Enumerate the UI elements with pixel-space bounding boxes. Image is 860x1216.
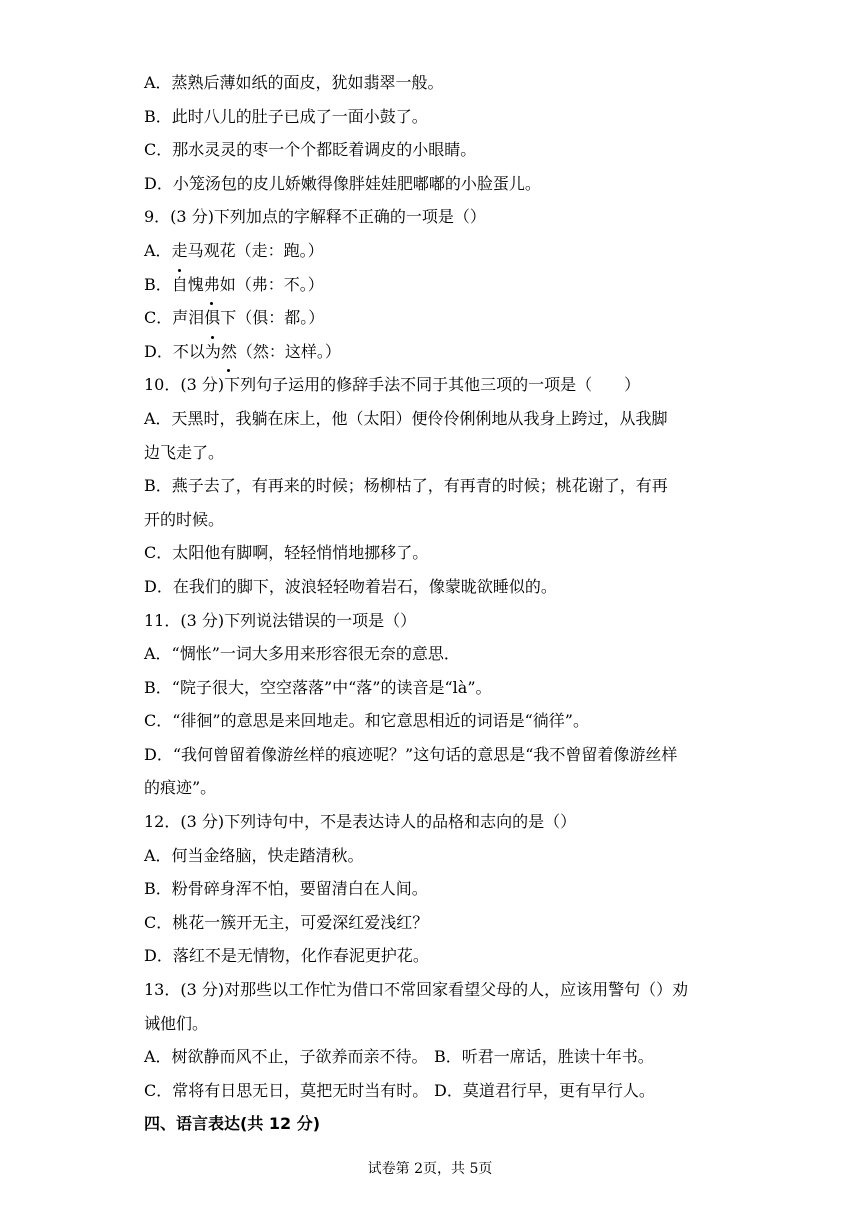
q9-option-a [144, 234, 724, 268]
q12-option-a: A．何当金络脑，快走踏清秋。 [144, 845, 364, 865]
q9-option-d [144, 335, 724, 369]
emphasized-char: 弗 [204, 268, 220, 302]
option-prefix: C．声泪 [144, 308, 205, 328]
q11-option-b: B．“院子很大，空空落落”中“落”的读音是“là”。 [144, 677, 492, 697]
q11-option-c: C．“徘徊”的意思是来回地走。和它意思相近的词语是“徜徉”。 [144, 711, 589, 731]
q10-option-a-line2: 边飞走了。 [144, 442, 225, 462]
option-suffix: 马观花（走：跑。） [187, 240, 324, 260]
emphasized-char: 然 [221, 335, 237, 369]
q13-option-c: C．常将有日思无日，莫把无时当有时。 [144, 1080, 429, 1100]
page-footer: 试卷第 2页，共 5页 [367, 1161, 493, 1177]
q12-option-d: D．落红不是无情物，化作春泥更护花。 [144, 946, 429, 966]
q8-option-d: D．小笼汤包的皮儿娇嫩得像胖娃娃肥嘟嘟的小脸蛋儿。 [144, 173, 541, 193]
q10-stem: 10．(3 分)下列句子运用的修辞手法不同于其他三项的一项是（ ） [144, 375, 641, 395]
q13-options-row-2 [144, 1074, 724, 1108]
q13-stem-line1: 13．(3 分)对那些以工作忙为借口不常回家看望父母的人，应该用警句（）劝 [144, 980, 689, 1000]
q9-option-b [144, 268, 724, 302]
q13-option-a: A．树欲静而风不止，子欲养而亲不待。 [144, 1047, 428, 1067]
q13-options-row-1 [144, 1040, 724, 1074]
q8-option-b: B．此时八儿的肚子已成了一面小鼓了。 [144, 106, 428, 126]
page-content [144, 66, 724, 1141]
q11-option-d-line1: D．“我何曾留着像游丝样的痕迹呢？”这句话的意思是“我不曾留着像游丝样 [144, 744, 678, 764]
q11-option-a: A．“惆怅”一词大多用来形容很无奈的意思． [144, 644, 460, 664]
q10-option-b-line1: B．燕子去了，有再来的时候；杨柳枯了，有再青的时候；桃花谢了，有再 [144, 476, 668, 496]
section-heading: 四、语言表达(共 12 分) [144, 1114, 321, 1134]
q12-stem: 12．(3 分)下列诗句中，不是表达诗人的品格和志向的是（） [144, 812, 577, 832]
q13-stem-line2: 诫他们。 [144, 1013, 209, 1033]
emphasized-char: 俱 [204, 301, 220, 335]
q13-option-b: B．听君一席话，胜读十年书。 [434, 1047, 654, 1067]
q8-option-a: A．蒸熟后薄如纸的面皮，犹如翡翠一般。 [144, 73, 444, 92]
option-prefix: D．不以为 [144, 341, 221, 361]
option-suffix: 下（俱：都。） [220, 308, 325, 328]
q12-option-b: B．粉骨碎身浑不怕，要留清白在人间。 [144, 879, 428, 899]
q10-option-b-line2: 开的时候。 [144, 509, 225, 529]
option-suffix: 如（弗：不。） [219, 274, 324, 294]
q8-option-c: C．那水灵灵的枣一个个都眨着调皮的小眼睛。 [144, 140, 477, 160]
option-prefix: A． [144, 240, 172, 260]
q9-option-c [144, 301, 724, 335]
q13-option-d: D．莫道君行早，更有早行人。 [434, 1080, 655, 1100]
q11-option-d-line2: 的痕迹”。 [144, 778, 217, 798]
q10-option-d: D．在我们的脚下，波浪轻轻吻着岩石，像蒙昽欲睡似的。 [144, 576, 557, 596]
q9-stem: 9．(3 分)下列加点的字解释不正确的一项是（） [144, 207, 486, 227]
emphasized-char: 走 [172, 234, 188, 268]
option-prefix: B．自愧 [144, 274, 204, 294]
q10-option-a-line1: A．天黑时，我躺在床上，他（太阳）便伶伶俐俐地从我身上跨过，从我脚 [144, 408, 668, 428]
q12-option-c: C．桃花一簇开无主，可爱深红爱浅红？ [144, 912, 429, 932]
q10-option-c: C．太阳他有脚啊，轻轻悄悄地挪移了。 [144, 543, 429, 563]
option-suffix: （然：这样。） [236, 341, 341, 361]
q11-stem: 11．(3 分)下列说法错误的一项是（） [144, 610, 417, 630]
